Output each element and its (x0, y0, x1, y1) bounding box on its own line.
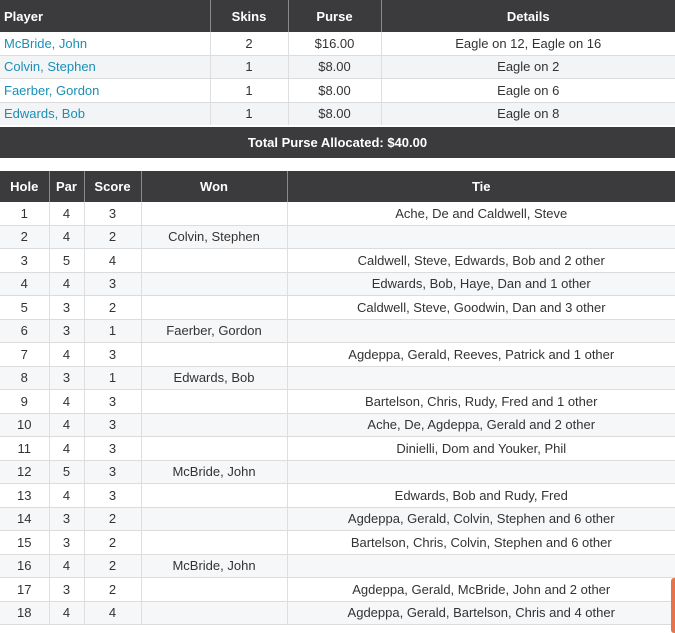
tie-cell: Edwards, Bob and Rudy, Fred (287, 484, 675, 508)
par-cell: 5 (49, 460, 84, 484)
skins-cell: 1 (210, 55, 288, 79)
par-cell: 3 (49, 507, 84, 531)
hole-row (0, 366, 675, 390)
tie-cell: Ache, De and Caldwell, Steve (287, 202, 675, 225)
summary-row (0, 55, 675, 79)
tie-cell (287, 366, 675, 390)
hole-number-cell: 5 (0, 296, 49, 320)
won-cell: Edwards, Bob (141, 366, 287, 390)
summary-header-row (0, 0, 675, 32)
hole-row (0, 578, 675, 602)
score-cell: 3 (84, 343, 141, 367)
hole-row (0, 390, 675, 414)
summary-row (0, 79, 675, 103)
won-cell: Colvin, Stephen (141, 225, 287, 249)
skins-column-header[interactable]: Skins (210, 0, 288, 32)
details-cell: Eagle on 6 (381, 79, 675, 103)
score-cell: 2 (84, 296, 141, 320)
won-cell (141, 484, 287, 508)
skins-cell: 1 (210, 102, 288, 126)
won-cell (141, 202, 287, 225)
player-link[interactable]: Faerber, Gordon (0, 79, 210, 103)
summary-row (0, 32, 675, 55)
purse-cell: $8.00 (288, 102, 381, 126)
won-cell (141, 507, 287, 531)
par-cell: 3 (49, 319, 84, 343)
hole-row (0, 249, 675, 273)
player-link[interactable]: McBride, John (0, 32, 210, 55)
hole-row (0, 272, 675, 296)
par-cell: 4 (49, 554, 84, 578)
hole-number-cell: 2 (0, 225, 49, 249)
purse-cell: $16.00 (288, 32, 381, 55)
par-cell: 4 (49, 413, 84, 437)
par-cell: 3 (49, 366, 84, 390)
hole-number-cell: 10 (0, 413, 49, 437)
hole-row (0, 484, 675, 508)
hole-number-cell: 17 (0, 578, 49, 602)
hole-number-cell: 6 (0, 319, 49, 343)
won-cell (141, 343, 287, 367)
details-cell: Eagle on 8 (381, 102, 675, 126)
player-link[interactable]: Edwards, Bob (0, 102, 210, 126)
tie-cell: Ache, De, Agdeppa, Gerald and 2 other (287, 413, 675, 437)
par-cell: 4 (49, 437, 84, 461)
hole-number-cell: 18 (0, 601, 49, 625)
par-cell: 4 (49, 202, 84, 225)
hole-number-cell: 3 (0, 249, 49, 273)
won-cell (141, 413, 287, 437)
score-cell: 3 (84, 413, 141, 437)
hole-number-cell: 9 (0, 390, 49, 414)
hole-row (0, 601, 675, 625)
won-cell (141, 578, 287, 602)
hole-number-cell: 12 (0, 460, 49, 484)
score-cell: 3 (84, 390, 141, 414)
hole-row (0, 460, 675, 484)
won-cell (141, 531, 287, 555)
par-cell: 5 (49, 249, 84, 273)
tie-cell: Caldwell, Steve, Goodwin, Dan and 3 other (287, 296, 675, 320)
score-cell: 2 (84, 554, 141, 578)
details-cell: Eagle on 2 (381, 55, 675, 79)
score-cell: 2 (84, 578, 141, 602)
par-cell: 3 (49, 296, 84, 320)
summary-row (0, 102, 675, 126)
holes-table (0, 171, 675, 625)
skins-cell: 1 (210, 79, 288, 103)
scroll-accent-tab[interactable] (671, 578, 675, 633)
tie-cell: Caldwell, Steve, Edwards, Bob and 2 other (287, 249, 675, 273)
par-cell: 3 (49, 578, 84, 602)
score-cell: 3 (84, 272, 141, 296)
hole-row (0, 225, 675, 249)
tie-cell: Bartelson, Chris, Rudy, Fred and 1 other (287, 390, 675, 414)
par-cell: 4 (49, 272, 84, 296)
won-cell (141, 437, 287, 461)
player-link[interactable]: Colvin, Stephen (0, 55, 210, 79)
hole-number-cell: 15 (0, 531, 49, 555)
hole-row (0, 554, 675, 578)
hole-number-cell: 1 (0, 202, 49, 225)
purse-cell: $8.00 (288, 55, 381, 79)
tie-cell (287, 554, 675, 578)
tie-cell: Dinielli, Dom and Youker, Phil (287, 437, 675, 461)
holes-header-row (0, 171, 675, 202)
hole-row (0, 437, 675, 461)
purse-column-header[interactable]: Purse (288, 0, 381, 32)
score-cell: 3 (84, 437, 141, 461)
tie-cell: Agdeppa, Gerald, Colvin, Stephen and 6 other (287, 507, 675, 531)
hole-number-cell: 14 (0, 507, 49, 531)
details-cell: Eagle on 12, Eagle on 16 (381, 32, 675, 55)
hole-number-cell: 7 (0, 343, 49, 367)
won-cell: McBride, John (141, 554, 287, 578)
par-cell: 4 (49, 601, 84, 625)
tie-cell: Bartelson, Chris, Colvin, Stephen and 6 other (287, 531, 675, 555)
hole-row (0, 319, 675, 343)
par-cell: 4 (49, 343, 84, 367)
score-cell: 1 (84, 366, 141, 390)
hole-row (0, 507, 675, 531)
tie-cell (287, 460, 675, 484)
par-cell: 4 (49, 225, 84, 249)
hole-number-cell: 16 (0, 554, 49, 578)
total-purse-row (0, 126, 675, 158)
par-cell: 4 (49, 484, 84, 508)
hole-row (0, 343, 675, 367)
hole-row (0, 531, 675, 555)
won-cell (141, 296, 287, 320)
tie-cell: Agdeppa, Gerald, Reeves, Patrick and 1 other (287, 343, 675, 367)
hole-row (0, 202, 675, 225)
hole-column-header[interactable]: Hole (0, 171, 49, 202)
won-cell (141, 249, 287, 273)
hole-number-cell: 11 (0, 437, 49, 461)
par-cell: 4 (49, 390, 84, 414)
won-cell: McBride, John (141, 460, 287, 484)
par-cell: 3 (49, 531, 84, 555)
score-cell: 4 (84, 601, 141, 625)
hole-number-cell: 8 (0, 366, 49, 390)
score-cell: 2 (84, 225, 141, 249)
tie-cell: Edwards, Bob, Haye, Dan and 1 other (287, 272, 675, 296)
hole-number-cell: 13 (0, 484, 49, 508)
won-cell (141, 601, 287, 625)
score-cell: 2 (84, 507, 141, 531)
won-cell: Faerber, Gordon (141, 319, 287, 343)
won-cell (141, 272, 287, 296)
tie-cell: Agdeppa, Gerald, Bartelson, Chris and 4 other (287, 601, 675, 625)
won-column-header[interactable]: Won (141, 171, 287, 202)
purse-cell: $8.00 (288, 79, 381, 103)
details-column-header[interactable]: Details (381, 0, 675, 32)
skins-summary-table (0, 0, 675, 158)
hole-row (0, 413, 675, 437)
tie-cell (287, 225, 675, 249)
hole-row (0, 296, 675, 320)
hole-number-cell: 4 (0, 272, 49, 296)
score-column-header[interactable]: Score (84, 171, 141, 202)
par-column-header[interactable]: Par (49, 171, 84, 202)
total-purse-label: Total Purse Allocated: $40.00 (0, 126, 675, 158)
score-cell: 3 (84, 484, 141, 508)
tie-column-header[interactable]: Tie (287, 171, 675, 202)
score-cell: 2 (84, 531, 141, 555)
score-cell: 1 (84, 319, 141, 343)
score-cell: 4 (84, 249, 141, 273)
tie-cell: Agdeppa, Gerald, McBride, John and 2 other (287, 578, 675, 602)
score-cell: 3 (84, 460, 141, 484)
skins-cell: 2 (210, 32, 288, 55)
score-cell: 3 (84, 202, 141, 225)
player-column-header[interactable]: Player (0, 0, 210, 32)
won-cell (141, 390, 287, 414)
tie-cell (287, 319, 675, 343)
